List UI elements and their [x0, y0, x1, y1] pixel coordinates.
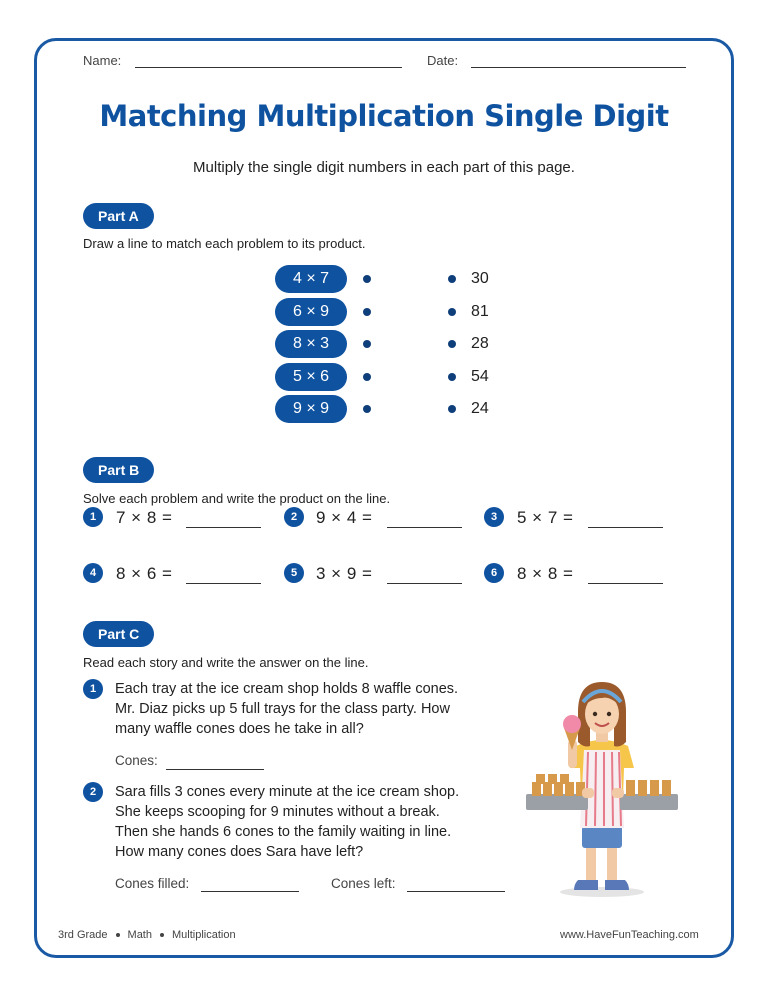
answer-label: Cones:	[115, 753, 158, 768]
footer-tag: Multiplication	[172, 929, 236, 941]
match-product: 81	[471, 303, 489, 320]
answer-line[interactable]	[407, 891, 505, 892]
story-text	[115, 679, 485, 739]
match-dot-right[interactable]	[448, 405, 456, 413]
answer-line[interactable]	[201, 891, 299, 892]
date-field-line[interactable]	[471, 67, 686, 68]
page-title: Matching Multiplication Single Digit	[99, 99, 669, 133]
name-label: Name:	[83, 53, 122, 68]
match-dot-left[interactable]	[363, 340, 371, 348]
dot-separator-icon	[160, 933, 164, 937]
problem-number: 2	[284, 507, 304, 527]
story-line: She keeps scooping for 9 minutes without a break.	[115, 804, 440, 820]
problem-equation: 5 × 7 =	[517, 508, 574, 527]
match-dot-left[interactable]	[363, 373, 371, 381]
problem-number: 3	[484, 507, 504, 527]
answer-line[interactable]	[387, 583, 462, 584]
match-dot-left[interactable]	[363, 405, 371, 413]
answer-line[interactable]	[166, 769, 264, 770]
match-dot-right[interactable]	[448, 373, 456, 381]
page-subtitle: Multiply the single digit numbers in each part of this page.	[193, 159, 575, 176]
story-line: Each tray at the ice cream shop holds 8 waffle cones.	[115, 681, 459, 697]
story-line: many waffle cones does he take in all?	[115, 721, 364, 737]
problem-equation: 8 × 6 =	[116, 564, 173, 583]
dot-separator-icon	[116, 933, 120, 937]
story-line: Then she hands 6 cones to the family waiting in line.	[115, 824, 452, 840]
match-product: 24	[471, 400, 489, 417]
match-dot-right[interactable]	[448, 308, 456, 316]
answer-line[interactable]	[387, 527, 462, 528]
footer-tags	[58, 929, 236, 941]
match-dot-left[interactable]	[363, 275, 371, 283]
match-problem: 8 × 3	[275, 330, 347, 358]
story-number: 2	[83, 782, 103, 802]
part-b-instruction: Solve each problem and write the product on the line.	[83, 491, 391, 506]
match-problem: 6 × 9	[275, 298, 347, 326]
answer-label: Cones filled:	[115, 876, 190, 891]
match-problem: 5 × 6	[275, 363, 347, 391]
part-c-badge: Part C	[83, 621, 154, 647]
footer-tag: 3rd Grade	[58, 929, 108, 941]
problem-equation: 9 × 4 =	[316, 508, 373, 527]
part-b-badge: Part B	[83, 457, 154, 483]
story-line: Sara fills 3 cones every minute at the ice cream shop.	[115, 784, 460, 800]
match-problem: 4 × 7	[275, 265, 347, 293]
story-text	[115, 782, 485, 862]
footer-website: www.HaveFunTeaching.com	[560, 929, 699, 941]
girl-ice-cream-illustration	[512, 676, 688, 902]
match-product: 28	[471, 335, 489, 352]
answer-label: Cones left:	[331, 876, 396, 891]
problem-equation: 3 × 9 =	[316, 564, 373, 583]
story-number: 1	[83, 679, 103, 699]
problem-number: 1	[83, 507, 103, 527]
match-product: 30	[471, 270, 489, 287]
problem-number: 4	[83, 563, 103, 583]
match-dot-left[interactable]	[363, 308, 371, 316]
name-field-line[interactable]	[135, 67, 402, 68]
date-label: Date:	[427, 53, 459, 68]
answer-line[interactable]	[186, 583, 261, 584]
match-problem: 9 × 9	[275, 395, 347, 423]
problem-equation: 8 × 8 =	[517, 564, 574, 583]
answer-line[interactable]	[588, 527, 663, 528]
match-dot-right[interactable]	[448, 275, 456, 283]
story-line: How many cones does Sara have left?	[115, 844, 364, 860]
problem-equation: 7 × 8 =	[116, 508, 173, 527]
problem-number: 5	[284, 563, 304, 583]
problem-number: 6	[484, 563, 504, 583]
story-line: Mr. Diaz picks up 5 full trays for the class party. How	[115, 701, 450, 717]
match-product: 54	[471, 368, 489, 385]
match-dot-right[interactable]	[448, 340, 456, 348]
part-c-instruction: Read each story and write the answer on the line.	[83, 655, 369, 670]
footer-tag: Math	[127, 929, 152, 941]
part-a-instruction: Draw a line to match each problem to its product.	[83, 236, 366, 251]
answer-line[interactable]	[588, 583, 663, 584]
part-a-badge: Part A	[83, 203, 154, 229]
answer-line[interactable]	[186, 527, 261, 528]
